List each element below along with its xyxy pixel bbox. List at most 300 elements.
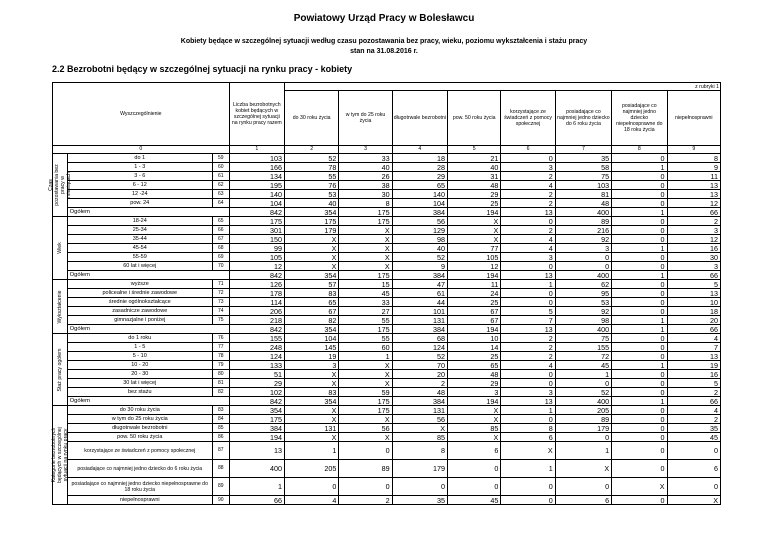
- table-row: [53, 217, 721, 226]
- value-cell: 131: [285, 424, 339, 433]
- row-number: 90: [212, 496, 229, 505]
- row-number: 68: [212, 244, 229, 253]
- value-cell: 1: [285, 442, 339, 460]
- value-cell: 175: [229, 415, 284, 424]
- value-cell: X: [448, 217, 501, 226]
- value-cell: X: [339, 379, 392, 388]
- value-cell: 0: [667, 442, 720, 460]
- value-cell: 48: [448, 181, 501, 190]
- value-cell: X: [448, 433, 501, 442]
- row-label: 18-24: [67, 217, 212, 226]
- table-row: [53, 226, 721, 235]
- header-col: długotrwale bezrobotni: [392, 91, 447, 146]
- data-table: [47, 82, 721, 505]
- value-cell: 0: [612, 406, 667, 415]
- value-cell: 0: [448, 460, 501, 478]
- value-cell: X: [667, 496, 720, 505]
- value-cell: 105: [229, 253, 284, 262]
- value-cell: 59: [339, 388, 392, 397]
- value-cell: 0: [612, 253, 667, 262]
- value-cell: 89: [555, 415, 611, 424]
- value-cell: 131: [392, 316, 447, 325]
- value-cell: 0: [612, 289, 667, 298]
- total-value-cell: 13: [501, 271, 555, 280]
- value-cell: X: [448, 406, 501, 415]
- value-cell: 89: [339, 460, 392, 478]
- value-cell: 56: [392, 217, 447, 226]
- value-cell: 77: [448, 244, 501, 253]
- value-cell: 0: [612, 379, 667, 388]
- total-row: [53, 271, 721, 280]
- value-cell: 2: [501, 190, 555, 199]
- table-row: [53, 343, 721, 352]
- table-row: [53, 199, 721, 208]
- total-value-cell: 354: [285, 397, 339, 406]
- value-cell: X: [285, 433, 339, 442]
- value-cell: 2: [501, 343, 555, 352]
- value-cell: 0: [612, 415, 667, 424]
- total-value-cell: 400: [555, 325, 611, 334]
- header-col: korzystające ze świadczeń z pomocy społecznej: [501, 91, 555, 146]
- group-label-text: Staż pracy ogółem: [56, 348, 63, 391]
- value-cell: 2: [667, 415, 720, 424]
- row-label: 20 - 30: [67, 370, 212, 379]
- value-cell: 0: [501, 289, 555, 298]
- header-col: posiadające co najmniej jedno dziecko niepełnosprawne do 18 roku życia: [612, 91, 667, 146]
- row-number: 87: [212, 442, 229, 460]
- header-col: posiadające co najmniej jedno dziecko do 6 roku życia: [555, 91, 611, 146]
- header-col: niepełnosprawni: [667, 91, 720, 146]
- total-value-cell: 175: [339, 325, 392, 334]
- value-cell: 57: [285, 280, 339, 289]
- header-col: pow. 50 roku życia: [448, 91, 501, 146]
- value-cell: 0: [612, 433, 667, 442]
- value-cell: 102: [229, 388, 284, 397]
- value-cell: 104: [229, 199, 284, 208]
- value-cell: 155: [229, 334, 284, 343]
- value-cell: 51: [229, 370, 284, 379]
- value-cell: 1: [612, 244, 667, 253]
- table-row: [53, 415, 721, 424]
- table-row: [53, 244, 721, 253]
- row-number: 64: [212, 199, 229, 208]
- row-label: 6 - 12: [67, 181, 212, 190]
- value-cell: 0: [612, 199, 667, 208]
- value-cell: 48: [555, 199, 611, 208]
- value-cell: 0: [612, 262, 667, 271]
- value-cell: 0: [555, 253, 611, 262]
- value-cell: 14: [448, 343, 501, 352]
- value-cell: 16: [667, 244, 720, 253]
- value-cell: 134: [229, 172, 284, 181]
- row-number: 80: [212, 370, 229, 379]
- column-index: 7: [555, 146, 611, 154]
- value-cell: 104: [392, 199, 447, 208]
- row-label: posiadające co najmniej jedno dziecko niepełnosprawne do 18 roku życia: [67, 478, 212, 496]
- row-number: 73: [212, 298, 229, 307]
- value-cell: 20: [667, 316, 720, 325]
- total-value-cell: 13: [501, 325, 555, 334]
- total-value-cell: 384: [392, 208, 447, 217]
- value-cell: 29: [229, 379, 284, 388]
- value-cell: 78: [285, 163, 339, 172]
- header-wyszczegolnienie: Wyszczególnienie: [53, 83, 230, 146]
- value-cell: 0: [612, 460, 667, 478]
- row-label: 35-44: [67, 235, 212, 244]
- value-cell: 0: [612, 352, 667, 361]
- value-cell: 114: [229, 298, 284, 307]
- value-cell: 33: [339, 298, 392, 307]
- value-cell: 60: [339, 343, 392, 352]
- value-cell: 0: [555, 478, 611, 496]
- value-cell: 0: [501, 415, 555, 424]
- row-label: 1 - 3: [67, 163, 212, 172]
- row-number: 86: [212, 433, 229, 442]
- column-index: 6: [501, 146, 555, 154]
- value-cell: 3: [285, 361, 339, 370]
- value-cell: 3: [501, 163, 555, 172]
- value-cell: 33: [339, 154, 392, 163]
- value-cell: 75: [555, 172, 611, 181]
- table-row: [53, 298, 721, 307]
- table-row: [53, 253, 721, 262]
- value-cell: 103: [555, 181, 611, 190]
- value-cell: 7: [667, 343, 720, 352]
- value-cell: 8: [392, 442, 447, 460]
- row-number: 66: [212, 226, 229, 235]
- row-label: bez stażu: [67, 388, 212, 397]
- value-cell: 30: [667, 253, 720, 262]
- value-cell: 124: [392, 343, 447, 352]
- value-cell: X: [448, 415, 501, 424]
- value-cell: 0: [612, 226, 667, 235]
- column-index: 1: [229, 146, 284, 154]
- section-title: 2.2 Bezrobotni będący w szczególnej sytuacji na rynku pracy - kobiety: [52, 64, 353, 74]
- value-cell: 0: [612, 172, 667, 181]
- value-cell: 24: [448, 289, 501, 298]
- value-cell: 11: [667, 172, 720, 181]
- row-number: 70: [212, 262, 229, 271]
- row-label: 45-54: [67, 244, 212, 253]
- value-cell: X: [448, 235, 501, 244]
- value-cell: 55: [339, 316, 392, 325]
- row-number: 82: [212, 388, 229, 397]
- total-value-cell: 175: [339, 208, 392, 217]
- value-cell: X: [392, 424, 447, 433]
- value-cell: 1: [229, 478, 284, 496]
- value-cell: 6: [501, 433, 555, 442]
- value-cell: 4: [667, 406, 720, 415]
- value-cell: 4: [667, 334, 720, 343]
- value-cell: 175: [339, 406, 392, 415]
- row-number: 78: [212, 352, 229, 361]
- value-cell: 9: [392, 262, 447, 271]
- value-cell: 35: [392, 496, 447, 505]
- value-cell: 400: [229, 460, 284, 478]
- table-row: [53, 379, 721, 388]
- total-row: [53, 208, 721, 217]
- value-cell: 7: [501, 316, 555, 325]
- group-label-wyksztalcenie: [53, 280, 68, 334]
- total-value-cell: 354: [285, 208, 339, 217]
- group-label-wiek: [53, 217, 68, 280]
- value-cell: 95: [555, 289, 611, 298]
- total-value-cell: 384: [392, 271, 447, 280]
- value-cell: 205: [555, 406, 611, 415]
- value-cell: 19: [667, 361, 720, 370]
- value-cell: 0: [555, 433, 611, 442]
- header-z-rubryki: z rubryki 1: [285, 83, 721, 91]
- value-cell: 0: [501, 217, 555, 226]
- value-cell: 40: [339, 163, 392, 172]
- value-cell: 4: [285, 496, 339, 505]
- table-row: [53, 307, 721, 316]
- value-cell: 166: [229, 163, 284, 172]
- total-value-cell: 400: [555, 208, 611, 217]
- row-label: 60 lat i więcej: [67, 262, 212, 271]
- table-header: [53, 83, 721, 154]
- table-row: [53, 280, 721, 289]
- value-cell: 81: [555, 190, 611, 199]
- value-cell: 179: [392, 460, 447, 478]
- value-cell: 47: [392, 280, 447, 289]
- total-label: Ogółem: [67, 208, 229, 217]
- value-cell: 56: [339, 424, 392, 433]
- value-cell: 2: [667, 388, 720, 397]
- row-label: pow. 24: [67, 199, 212, 208]
- value-cell: 301: [229, 226, 284, 235]
- value-cell: 124: [229, 352, 284, 361]
- value-cell: X: [339, 262, 392, 271]
- value-cell: X: [339, 253, 392, 262]
- table-row: [53, 262, 721, 271]
- value-cell: 0: [612, 496, 667, 505]
- row-number: 69: [212, 253, 229, 262]
- value-cell: 83: [285, 289, 339, 298]
- value-cell: 8: [667, 154, 720, 163]
- total-value-cell: 842: [229, 397, 284, 406]
- value-cell: 0: [612, 181, 667, 190]
- table-row: [53, 154, 721, 163]
- value-cell: X: [285, 406, 339, 415]
- value-cell: 0: [612, 424, 667, 433]
- value-cell: X: [285, 235, 339, 244]
- value-cell: 2: [667, 217, 720, 226]
- table-row: [53, 496, 721, 505]
- column-index: 0: [53, 146, 230, 154]
- value-cell: 38: [339, 181, 392, 190]
- value-cell: 85: [448, 424, 501, 433]
- table-row: [53, 442, 721, 460]
- value-cell: X: [612, 478, 667, 496]
- column-index: 4: [392, 146, 447, 154]
- value-cell: 13: [667, 190, 720, 199]
- value-cell: 29: [392, 172, 447, 181]
- value-cell: 61: [392, 289, 447, 298]
- table-row: [53, 352, 721, 361]
- value-cell: 0: [612, 298, 667, 307]
- value-cell: 21: [448, 154, 501, 163]
- value-cell: 104: [285, 334, 339, 343]
- value-cell: 105: [448, 253, 501, 262]
- value-cell: X: [285, 253, 339, 262]
- value-cell: 67: [448, 307, 501, 316]
- value-cell: 67: [448, 316, 501, 325]
- value-cell: 35: [667, 424, 720, 433]
- value-cell: 35: [555, 154, 611, 163]
- value-cell: 2: [501, 199, 555, 208]
- row-label: niepełnosprawni: [67, 496, 212, 505]
- column-index: 9: [667, 146, 720, 154]
- value-cell: 140: [392, 190, 447, 199]
- header-col: w tym do 25 roku życia: [339, 91, 392, 146]
- value-cell: 66: [229, 496, 284, 505]
- row-label: 10 - 20: [67, 361, 212, 370]
- value-cell: 92: [555, 235, 611, 244]
- total-value-cell: 384: [392, 397, 447, 406]
- value-cell: 25: [448, 199, 501, 208]
- row-label: korzystające ze świadczeń z pomocy społecznej: [67, 442, 212, 460]
- value-cell: X: [501, 442, 555, 460]
- row-label: policealne i średnie zawodowe: [67, 289, 212, 298]
- value-cell: 29: [448, 190, 501, 199]
- value-cell: 145: [285, 343, 339, 352]
- column-index: 8: [612, 146, 667, 154]
- value-cell: 83: [285, 388, 339, 397]
- row-number: 85: [212, 424, 229, 433]
- row-label: 5 - 10: [67, 352, 212, 361]
- value-cell: 98: [392, 235, 447, 244]
- table-row: [53, 388, 721, 397]
- value-cell: 195: [229, 181, 284, 190]
- value-cell: 44: [392, 298, 447, 307]
- total-value-cell: 842: [229, 208, 284, 217]
- value-cell: 20: [392, 370, 447, 379]
- value-cell: 0: [501, 496, 555, 505]
- total-value-cell: 13: [501, 208, 555, 217]
- value-cell: 98: [555, 316, 611, 325]
- value-cell: 216: [555, 226, 611, 235]
- row-label: 25-34: [67, 226, 212, 235]
- total-value-cell: 1: [612, 397, 667, 406]
- row-number: 61: [212, 172, 229, 181]
- value-cell: 248: [229, 343, 284, 352]
- value-cell: 92: [555, 307, 611, 316]
- row-label: do 1 roku: [67, 334, 212, 343]
- row-label: 55-59: [67, 253, 212, 262]
- value-cell: 26: [339, 172, 392, 181]
- row-number: 71: [212, 280, 229, 289]
- value-cell: 4: [501, 244, 555, 253]
- row-number: 75: [212, 316, 229, 325]
- total-value-cell: 354: [285, 271, 339, 280]
- value-cell: 48: [392, 388, 447, 397]
- value-cell: 75: [555, 334, 611, 343]
- value-cell: 0: [612, 307, 667, 316]
- column-index: 2: [285, 146, 339, 154]
- table-row: [53, 334, 721, 343]
- report-subtitle: [0, 37, 768, 57]
- table-row: [53, 289, 721, 298]
- value-cell: 8: [339, 199, 392, 208]
- value-cell: 53: [555, 298, 611, 307]
- value-cell: 65: [392, 181, 447, 190]
- value-cell: 175: [339, 217, 392, 226]
- value-cell: X: [339, 235, 392, 244]
- total-value-cell: 194: [448, 397, 501, 406]
- row-number: 76: [212, 334, 229, 343]
- value-cell: 45: [448, 496, 501, 505]
- table-row: [53, 406, 721, 415]
- row-number: 74: [212, 307, 229, 316]
- value-cell: 10: [667, 298, 720, 307]
- value-cell: 0: [501, 298, 555, 307]
- value-cell: 3: [501, 253, 555, 262]
- value-cell: 12: [667, 199, 720, 208]
- value-cell: 3: [667, 262, 720, 271]
- group-label-kategorie: [50, 406, 69, 505]
- row-label: do 30 roku życia: [67, 406, 212, 415]
- value-cell: X: [285, 370, 339, 379]
- value-cell: 72: [555, 352, 611, 361]
- value-cell: 16: [667, 370, 720, 379]
- value-cell: 1: [612, 316, 667, 325]
- value-cell: 0: [612, 388, 667, 397]
- total-value-cell: 384: [392, 325, 447, 334]
- row-number: 88: [212, 460, 229, 478]
- value-cell: 52: [392, 253, 447, 262]
- row-number: 77: [212, 343, 229, 352]
- value-cell: 0: [612, 154, 667, 163]
- row-label: w tym do 25 roku życia: [67, 415, 212, 424]
- value-cell: 5: [501, 307, 555, 316]
- value-cell: 179: [555, 424, 611, 433]
- total-value-cell: 842: [229, 271, 284, 280]
- value-cell: 12: [667, 235, 720, 244]
- total-value-cell: 66: [667, 271, 720, 280]
- table-row: [53, 190, 721, 199]
- group-label-staz: [53, 334, 68, 406]
- value-cell: 0: [612, 190, 667, 199]
- value-cell: 133: [229, 361, 284, 370]
- row-number: 63: [212, 190, 229, 199]
- value-cell: 0: [392, 478, 447, 496]
- total-value-cell: 194: [448, 271, 501, 280]
- value-cell: 25: [448, 352, 501, 361]
- row-label: gimnazjalne i poniżej: [67, 316, 212, 325]
- row-label: pow. 50 roku życia: [67, 433, 212, 442]
- value-cell: 131: [392, 406, 447, 415]
- table-body: [47, 153, 721, 505]
- value-cell: 55: [285, 172, 339, 181]
- value-cell: 155: [555, 343, 611, 352]
- value-cell: X: [285, 244, 339, 253]
- value-cell: 58: [555, 163, 611, 172]
- value-cell: 55: [339, 334, 392, 343]
- value-cell: 3: [555, 244, 611, 253]
- value-cell: X: [285, 379, 339, 388]
- value-cell: 205: [285, 460, 339, 478]
- value-cell: 0: [501, 379, 555, 388]
- table-row: [53, 370, 721, 379]
- group-label-text: Wykształcenie: [56, 289, 63, 324]
- row-number: 89: [212, 478, 229, 496]
- value-cell: 56: [392, 415, 447, 424]
- value-cell: 67: [285, 307, 339, 316]
- value-cell: 0: [612, 217, 667, 226]
- total-value-cell: 66: [667, 397, 720, 406]
- value-cell: 175: [229, 217, 284, 226]
